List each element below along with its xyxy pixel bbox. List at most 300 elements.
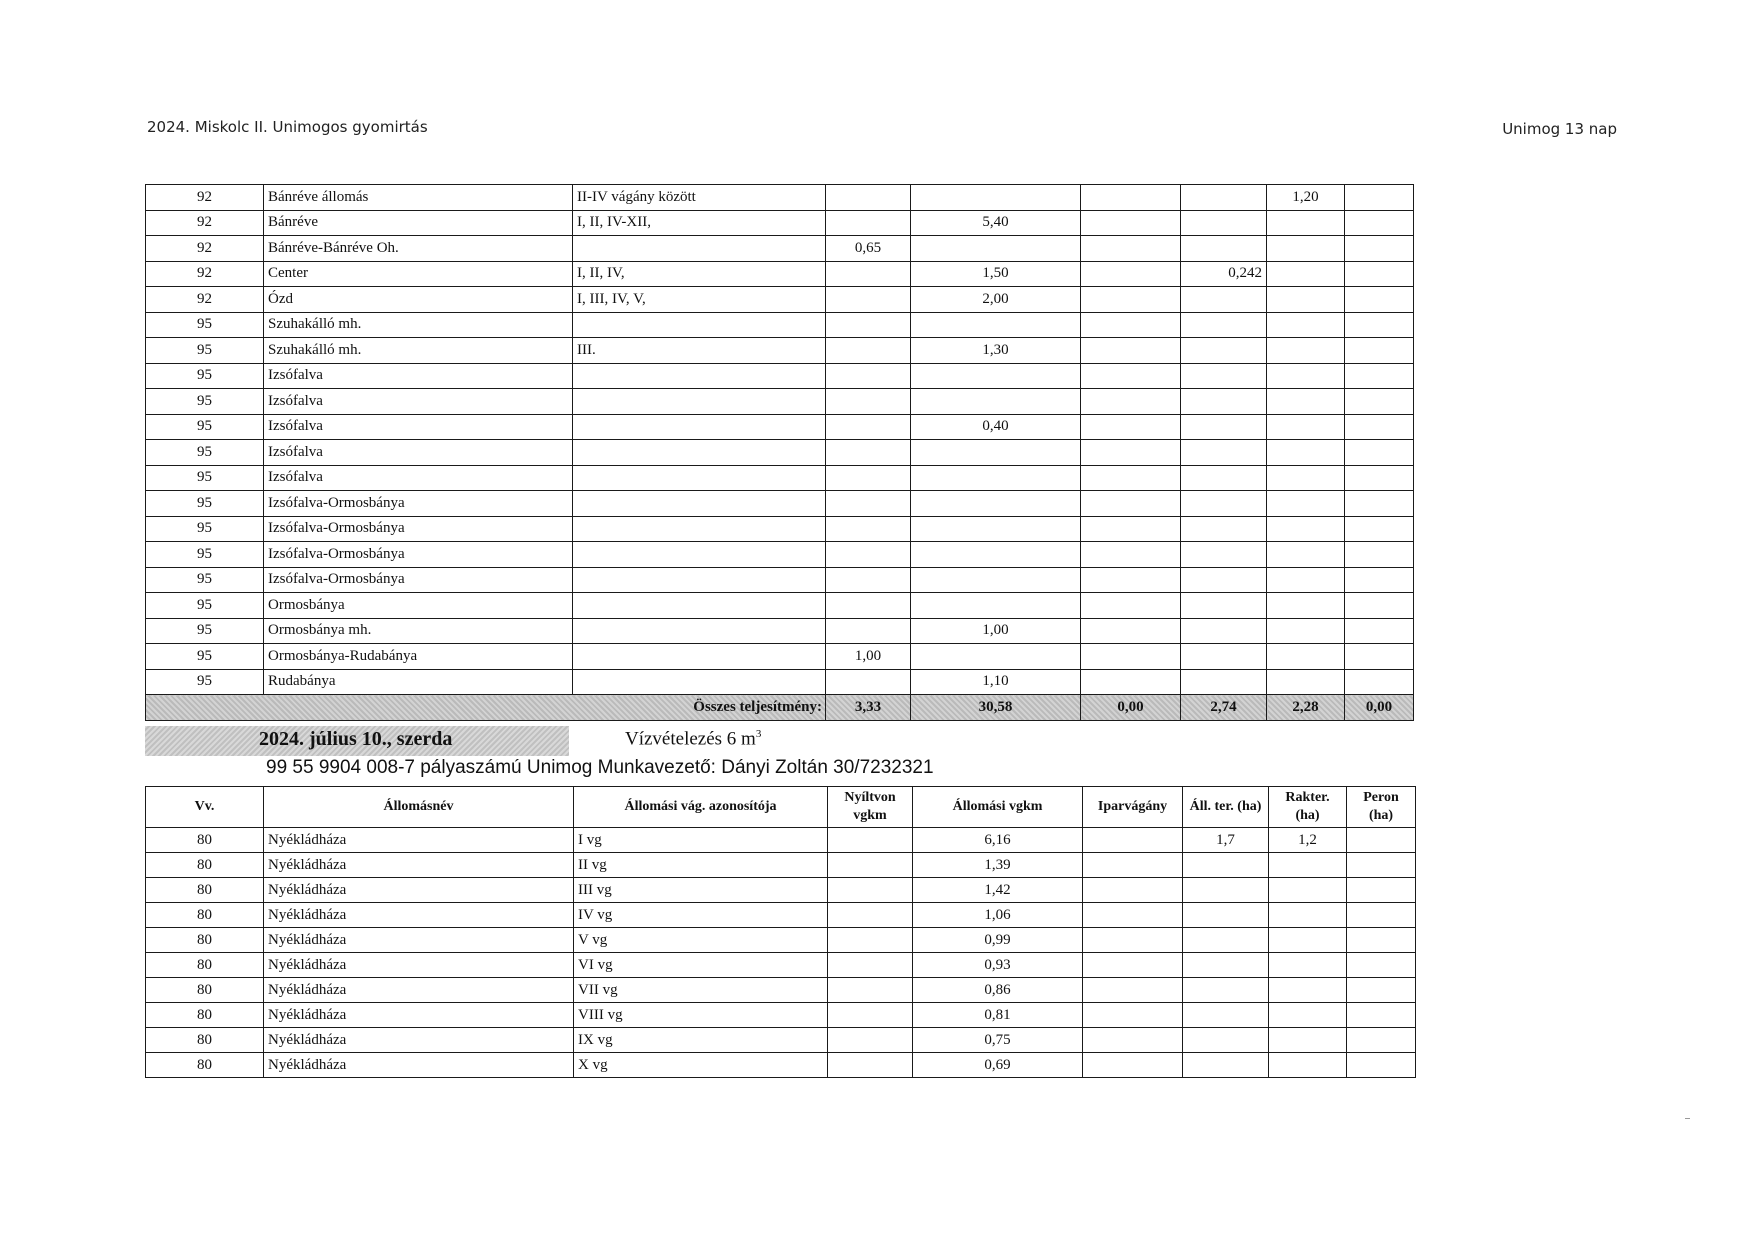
table-cell: 95 [146, 516, 264, 542]
table-cell: 1,7 [1183, 828, 1269, 853]
table-cell [828, 828, 913, 853]
table-cell: I vg [574, 828, 828, 853]
table-cell [826, 287, 911, 313]
table-cell: 95 [146, 644, 264, 670]
table-cell [1081, 389, 1181, 415]
column-header: Iparvágány [1083, 787, 1183, 828]
column-header: Rakter. (ha) [1269, 787, 1347, 828]
table-cell [1081, 593, 1181, 619]
table-cell: 0,86 [913, 978, 1083, 1003]
table-cell [1083, 853, 1183, 878]
table-cell [573, 236, 826, 262]
table-cell [1347, 1003, 1416, 1028]
table-cell [1081, 338, 1181, 364]
table-cell: 95 [146, 567, 264, 593]
table-row [146, 185, 1414, 211]
table-cell: VIII vg [574, 1003, 828, 1028]
table-cell [1081, 516, 1181, 542]
table-cell: 0,99 [913, 928, 1083, 953]
table-cell [1081, 210, 1181, 236]
table-cell [1081, 414, 1181, 440]
table-row [146, 1053, 1416, 1078]
table-cell [573, 644, 826, 670]
table-cell [1081, 363, 1181, 389]
table-cell [828, 1053, 913, 1078]
column-header: Állomási vgkm [913, 787, 1083, 828]
table-cell: Nyékládháza [264, 1053, 574, 1078]
table-cell [573, 542, 826, 568]
table-cell: 0,69 [913, 1053, 1083, 1078]
table-cell: I, II, IV-XII, [573, 210, 826, 236]
table-cell [1347, 1028, 1416, 1053]
table-cell [1269, 978, 1347, 1003]
table-cell: Izsófalva [264, 414, 573, 440]
table-cell [911, 567, 1081, 593]
table-cell [573, 669, 826, 695]
table-cell [1345, 312, 1414, 338]
table-cell [1345, 363, 1414, 389]
table-cell [573, 389, 826, 415]
table-cell [826, 414, 911, 440]
table-cell [826, 185, 911, 211]
table-cell [1181, 338, 1267, 364]
table-cell [1081, 567, 1181, 593]
table-cell [1183, 1053, 1269, 1078]
table-cell [1267, 236, 1345, 262]
table-cell [1183, 978, 1269, 1003]
table-cell [573, 593, 826, 619]
table-cell: Izsófalva-Ormosbánya [264, 542, 573, 568]
table-cell [826, 363, 911, 389]
table-cell [1345, 567, 1414, 593]
table-cell: Izsófalva-Ormosbánya [264, 516, 573, 542]
table-cell: 0,81 [913, 1003, 1083, 1028]
table-cell [826, 261, 911, 287]
table-cell [911, 185, 1081, 211]
table-cell [573, 414, 826, 440]
previous-day-table [145, 184, 1414, 721]
table-cell [1083, 1028, 1183, 1053]
table-cell [573, 363, 826, 389]
table-cell: Nyékládháza [264, 978, 574, 1003]
table-cell: V vg [574, 928, 828, 953]
table-cell [1269, 1028, 1347, 1053]
table-cell: Szuhakálló mh. [264, 312, 573, 338]
table-cell [573, 516, 826, 542]
table-cell [1267, 338, 1345, 364]
table-cell [1183, 1003, 1269, 1028]
table-cell [826, 465, 911, 491]
table-cell: 95 [146, 363, 264, 389]
table-cell: IX vg [574, 1028, 828, 1053]
table-cell [911, 440, 1081, 466]
table-cell [1081, 669, 1181, 695]
table-cell [1267, 618, 1345, 644]
table-cell: 80 [146, 853, 264, 878]
table-cell [1345, 414, 1414, 440]
table-cell [828, 978, 913, 1003]
table-cell [1267, 440, 1345, 466]
table-cell [1083, 953, 1183, 978]
table-cell [1181, 236, 1267, 262]
day-date: 2024. július 10., szerda [259, 728, 453, 750]
table-row [146, 210, 1414, 236]
table-row [146, 1003, 1416, 1028]
table-cell [1083, 878, 1183, 903]
table-cell [1183, 878, 1269, 903]
table-cell [1347, 828, 1416, 853]
table-row [146, 542, 1414, 568]
table-row [146, 440, 1414, 466]
table-row [146, 363, 1414, 389]
table-cell [826, 312, 911, 338]
total-value: 30,58 [911, 695, 1081, 721]
table-cell [1347, 978, 1416, 1003]
table-row [146, 1028, 1416, 1053]
total-value: 0,00 [1345, 695, 1414, 721]
table-cell [1267, 516, 1345, 542]
table-cell [1267, 669, 1345, 695]
column-header: Peron (ha) [1347, 787, 1416, 828]
table-cell: IV vg [574, 903, 828, 928]
table-cell [1083, 978, 1183, 1003]
table-cell [1081, 236, 1181, 262]
table-cell: 0,75 [913, 1028, 1083, 1053]
table-cell: Szuhakálló mh. [264, 338, 573, 364]
table-cell [911, 312, 1081, 338]
table-cell [1269, 903, 1347, 928]
table-cell [1081, 287, 1181, 313]
machine-and-supervisor: 99 55 9904 008-7 pályaszámú Unimog Munkavezető: Dányi Zoltán 30/7232321 [266, 757, 934, 778]
table-cell [1347, 853, 1416, 878]
table-row [146, 618, 1414, 644]
table-cell: 5,40 [911, 210, 1081, 236]
table-cell [1181, 567, 1267, 593]
table-cell: III. [573, 338, 826, 364]
table-cell [1267, 491, 1345, 517]
table-cell [1181, 210, 1267, 236]
table-cell [1345, 593, 1414, 619]
table-cell [911, 236, 1081, 262]
table-cell: 1,20 [1267, 185, 1345, 211]
total-value: 2,28 [1267, 695, 1345, 721]
table-cell: 95 [146, 440, 264, 466]
table-row [146, 414, 1414, 440]
table-cell: Izsófalva [264, 363, 573, 389]
table-cell: Bánréve állomás [264, 185, 573, 211]
table-cell [1347, 903, 1416, 928]
table-cell [1081, 440, 1181, 466]
scan-mark [1685, 1118, 1690, 1119]
column-header: Állomási vág. azonosítója [574, 787, 828, 828]
table-cell [826, 210, 911, 236]
table-cell [828, 953, 913, 978]
table-cell [1181, 465, 1267, 491]
table-cell: Izsófalva-Ormosbánya [264, 491, 573, 517]
table-cell [1183, 1028, 1269, 1053]
table-cell [1269, 928, 1347, 953]
table-cell: 1,2 [1269, 828, 1347, 853]
table-row [146, 567, 1414, 593]
table-row [146, 261, 1414, 287]
table-cell: Bánréve-Bánréve Oh. [264, 236, 573, 262]
table-cell: Nyékládháza [264, 1028, 574, 1053]
table-cell: 95 [146, 389, 264, 415]
table-cell [1347, 878, 1416, 903]
table-row [146, 338, 1414, 364]
table-cell [573, 491, 826, 517]
table-cell [1083, 903, 1183, 928]
table-cell [911, 542, 1081, 568]
table-cell [1345, 618, 1414, 644]
table-cell [1345, 389, 1414, 415]
table-cell [1081, 465, 1181, 491]
table-cell: Bánréve [264, 210, 573, 236]
table-cell: 92 [146, 185, 264, 211]
table-cell: Ózd [264, 287, 573, 313]
table-row [146, 669, 1414, 695]
table-cell: Rudabánya [264, 669, 573, 695]
table-cell: VII vg [574, 978, 828, 1003]
table-cell [1267, 465, 1345, 491]
july-10-table [145, 786, 1416, 1078]
table-cell [911, 389, 1081, 415]
table-cell [828, 928, 913, 953]
table-cell [1347, 1053, 1416, 1078]
table-cell [1081, 644, 1181, 670]
table-cell [911, 593, 1081, 619]
table-cell: 0,93 [913, 953, 1083, 978]
table-cell [1181, 185, 1267, 211]
column-header: Állomásnév [264, 787, 574, 828]
table-cell: 0,65 [826, 236, 911, 262]
table-cell [1267, 210, 1345, 236]
table-cell: 95 [146, 465, 264, 491]
table-cell [826, 389, 911, 415]
table-cell [1345, 338, 1414, 364]
table-cell [1267, 414, 1345, 440]
table-cell: 80 [146, 828, 264, 853]
table-cell [1345, 516, 1414, 542]
table-cell [1267, 312, 1345, 338]
table-cell [1345, 261, 1414, 287]
table-cell [1269, 1053, 1347, 1078]
table-cell [1181, 414, 1267, 440]
table-cell [911, 491, 1081, 517]
table-cell [826, 338, 911, 364]
table-row [146, 903, 1416, 928]
table-cell: 80 [146, 928, 264, 953]
total-label: Összes teljesítmény: [146, 695, 826, 721]
table-cell: 92 [146, 236, 264, 262]
table-cell: Ormosbánya-Rudabánya [264, 644, 573, 670]
table-cell [1345, 287, 1414, 313]
table-cell: I, II, IV, [573, 261, 826, 287]
table-cell [1181, 363, 1267, 389]
table-cell [911, 363, 1081, 389]
document-subtitle: Unimog 13 nap [1502, 120, 1617, 138]
table-cell [828, 853, 913, 878]
table-cell [1345, 210, 1414, 236]
water-unit-exponent: 3 [755, 728, 762, 740]
page-header [147, 118, 1617, 144]
table-cell: 1,00 [911, 618, 1081, 644]
table-row [146, 953, 1416, 978]
document-title: 2024. Miskolc II. Unimogos gyomirtás [147, 118, 428, 136]
table-row [146, 236, 1414, 262]
table-cell: 80 [146, 953, 264, 978]
table-cell [1083, 928, 1183, 953]
table-cell [1269, 878, 1347, 903]
table-cell [1183, 953, 1269, 978]
table-cell: 80 [146, 978, 264, 1003]
table-cell [1181, 669, 1267, 695]
table-cell [828, 903, 913, 928]
table-cell [1081, 542, 1181, 568]
table-cell: 0,242 [1181, 261, 1267, 287]
table-cell [828, 1003, 913, 1028]
table-cell: Nyékládháza [264, 878, 574, 903]
table-cell: X vg [574, 1053, 828, 1078]
table-cell [1081, 491, 1181, 517]
table-cell [1347, 953, 1416, 978]
table-cell: 95 [146, 593, 264, 619]
table-cell: Nyékládháza [264, 1003, 574, 1028]
table-row [146, 491, 1414, 517]
table-cell: III vg [574, 878, 828, 903]
table-cell [1345, 491, 1414, 517]
table-cell [1183, 928, 1269, 953]
table-cell: II-IV vágány között [573, 185, 826, 211]
table-cell: II vg [574, 853, 828, 878]
table-cell [1345, 236, 1414, 262]
table-cell [573, 465, 826, 491]
table-cell [826, 593, 911, 619]
table-cell: 1,50 [911, 261, 1081, 287]
table-cell [911, 516, 1081, 542]
total-row [146, 695, 1414, 721]
table-row [146, 828, 1416, 853]
table-cell: 80 [146, 878, 264, 903]
table-cell [828, 878, 913, 903]
table-cell [826, 491, 911, 517]
table-cell [1083, 828, 1183, 853]
table-cell: 95 [146, 618, 264, 644]
table-cell: 1,42 [913, 878, 1083, 903]
table-cell: 0,40 [911, 414, 1081, 440]
table-cell: 95 [146, 491, 264, 517]
table-cell [1347, 928, 1416, 953]
table-cell: Nyékládháza [264, 828, 574, 853]
table-cell: 80 [146, 1003, 264, 1028]
table-cell: I, III, IV, V, [573, 287, 826, 313]
table-row [146, 928, 1416, 953]
table-cell [826, 440, 911, 466]
table-cell [1183, 903, 1269, 928]
table-cell [1345, 644, 1414, 670]
table-row [146, 853, 1416, 878]
table-cell: Izsófalva-Ormosbánya [264, 567, 573, 593]
table-row [146, 978, 1416, 1003]
table-cell: 95 [146, 542, 264, 568]
table-cell [1081, 261, 1181, 287]
table-cell: 95 [146, 669, 264, 695]
table-cell [1267, 644, 1345, 670]
table-row [146, 644, 1414, 670]
table-cell: 1,00 [826, 644, 911, 670]
table-cell: VI vg [574, 953, 828, 978]
table-cell [573, 440, 826, 466]
table-cell [1181, 542, 1267, 568]
table-cell: Izsófalva [264, 465, 573, 491]
table-cell [1269, 953, 1347, 978]
table-cell: 80 [146, 903, 264, 928]
table-cell: Nyékládháza [264, 928, 574, 953]
table-cell [1345, 542, 1414, 568]
table-cell [1081, 618, 1181, 644]
table-cell [1181, 618, 1267, 644]
table-cell: 1,10 [911, 669, 1081, 695]
table-cell [911, 465, 1081, 491]
table-cell [1081, 312, 1181, 338]
table-cell [826, 618, 911, 644]
table-cell: 95 [146, 338, 264, 364]
table-cell: 92 [146, 210, 264, 236]
table-cell [1267, 542, 1345, 568]
table-cell: 80 [146, 1028, 264, 1053]
table-cell: Ormosbánya mh. [264, 618, 573, 644]
table-cell [1083, 1053, 1183, 1078]
table-cell [1345, 440, 1414, 466]
table-cell: Izsófalva [264, 389, 573, 415]
table-cell [826, 669, 911, 695]
total-value: 0,00 [1081, 695, 1181, 721]
table-cell [1083, 1003, 1183, 1028]
column-header: Nyíltvon vgkm [828, 787, 913, 828]
table-row [146, 878, 1416, 903]
table-row [146, 593, 1414, 619]
table-cell [826, 516, 911, 542]
table-cell: 80 [146, 1053, 264, 1078]
table-row [146, 312, 1414, 338]
table-row [146, 287, 1414, 313]
table-cell [828, 1028, 913, 1053]
table-cell [1267, 287, 1345, 313]
table-cell [1267, 363, 1345, 389]
table-cell [1181, 593, 1267, 619]
table-cell [573, 567, 826, 593]
table-cell [826, 542, 911, 568]
table-cell [826, 567, 911, 593]
table-cell [1181, 312, 1267, 338]
table-cell: 6,16 [913, 828, 1083, 853]
table-cell [1181, 491, 1267, 517]
table-cell [1345, 185, 1414, 211]
total-value: 2,74 [1181, 695, 1267, 721]
table-cell [573, 618, 826, 644]
table-cell [1267, 567, 1345, 593]
table-cell [573, 312, 826, 338]
table-cell: 92 [146, 261, 264, 287]
total-value: 3,33 [826, 695, 911, 721]
table-cell [911, 644, 1081, 670]
table-row [146, 465, 1414, 491]
table-cell [1181, 389, 1267, 415]
column-header: Vv. [146, 787, 264, 828]
table-row [146, 389, 1414, 415]
table-cell [1267, 261, 1345, 287]
table-cell: 95 [146, 312, 264, 338]
